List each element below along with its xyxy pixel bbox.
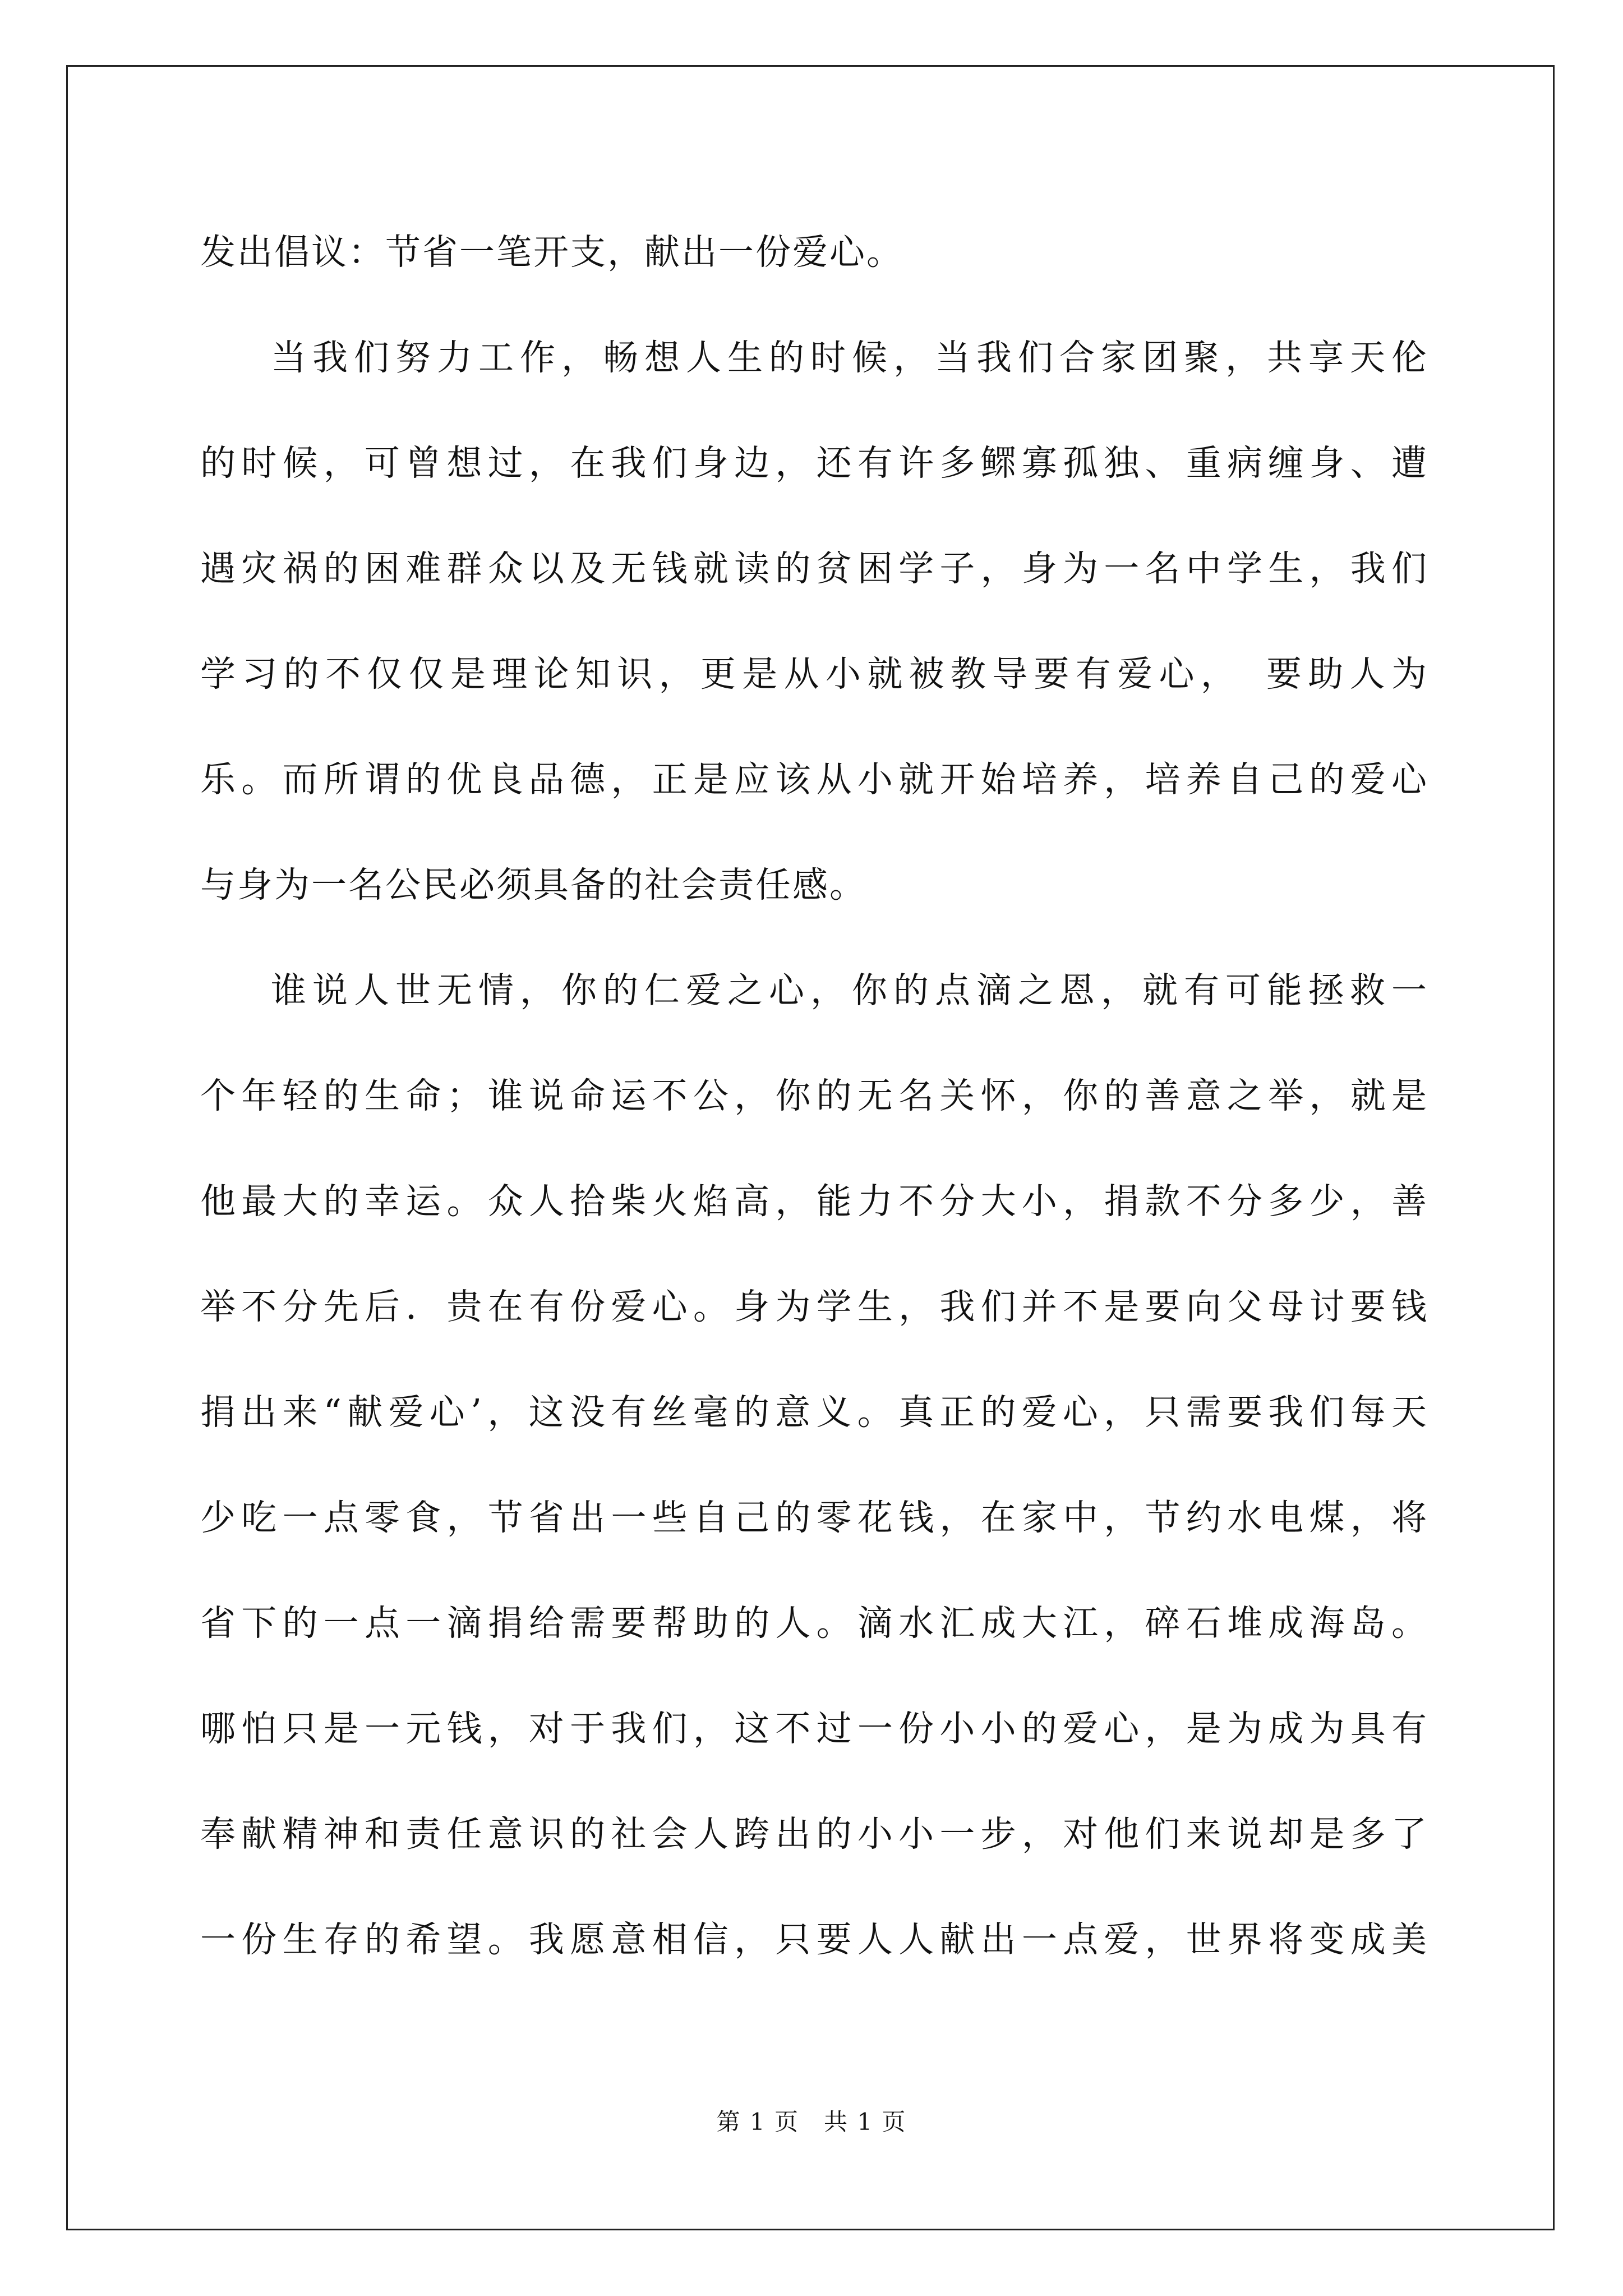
page-number-footer: 第 1 页 共 1 页	[716, 2108, 907, 2136]
paragraph-line: 与身为一名公民必须具备的社会责任感。	[200, 864, 866, 905]
paragraph-line: 省下的一点一滴捐给需要帮助的人。滴水汇成大江，碎石堆成海岛。	[200, 1603, 1428, 1644]
paragraph-line: 学习的不仅仅是理论知识，更是从小就被教导要有爱心， 要助人为	[200, 654, 1428, 694]
document-body	[200, 200, 1428, 1993]
paragraph-line: 遇灾祸的困难群众以及无钱就读的贫困学子，身为一名中学生，我们	[200, 548, 1428, 589]
paragraph-line: 发出倡议：节省一笔开支，献出一份爱心。	[200, 232, 903, 273]
paragraph-line: 捐出来“献爱心’，这没有丝毫的意义。真正的爱心，只需要我们每天	[200, 1392, 1428, 1433]
paragraph-line: 哪怕只是一元钱，对于我们，这不过一份小小的爱心，是为成为具有	[200, 1708, 1428, 1749]
paragraph-line: 举不分先后．贵在有份爱心。身为学生，我们并不是要向父母讨要钱	[200, 1286, 1428, 1327]
paragraph-line: 的时候，可曾想过，在我们身边，还有许多鳏寡孤独、重病缠身、遭	[200, 443, 1428, 484]
paragraph-line: 他最大的幸运。众人拾柴火焰高，能力不分大小，捐款不分多少，善	[200, 1181, 1428, 1222]
paragraph-line: 一份生存的希望。我愿意相信，只要人人献出一点爱，世界将变成美	[200, 1919, 1428, 1960]
paragraph-line: 当我们努力工作，畅想人生的时候，当我们合家团聚，共享天伦	[271, 337, 1428, 378]
paragraph-line: 个年轻的生命；谁说命运不公，你的无名关怀，你的善意之举，就是	[200, 1075, 1428, 1116]
paragraph-line: 乐。而所谓的优良品德，正是应该从小就开始培养，培养自己的爱心	[200, 759, 1428, 800]
paragraph-line: 少吃一点零食，节省出一些自己的零花钱，在家中，节约水电煤，将	[200, 1497, 1428, 1538]
paragraph-line: 奉献精神和责任意识的社会人跨出的小小一步，对他们来说却是多了	[200, 1814, 1428, 1855]
paragraph-line: 谁说人世无情，你的仁爱之心，你的点滴之恩，就有可能拯救一	[271, 970, 1428, 1011]
